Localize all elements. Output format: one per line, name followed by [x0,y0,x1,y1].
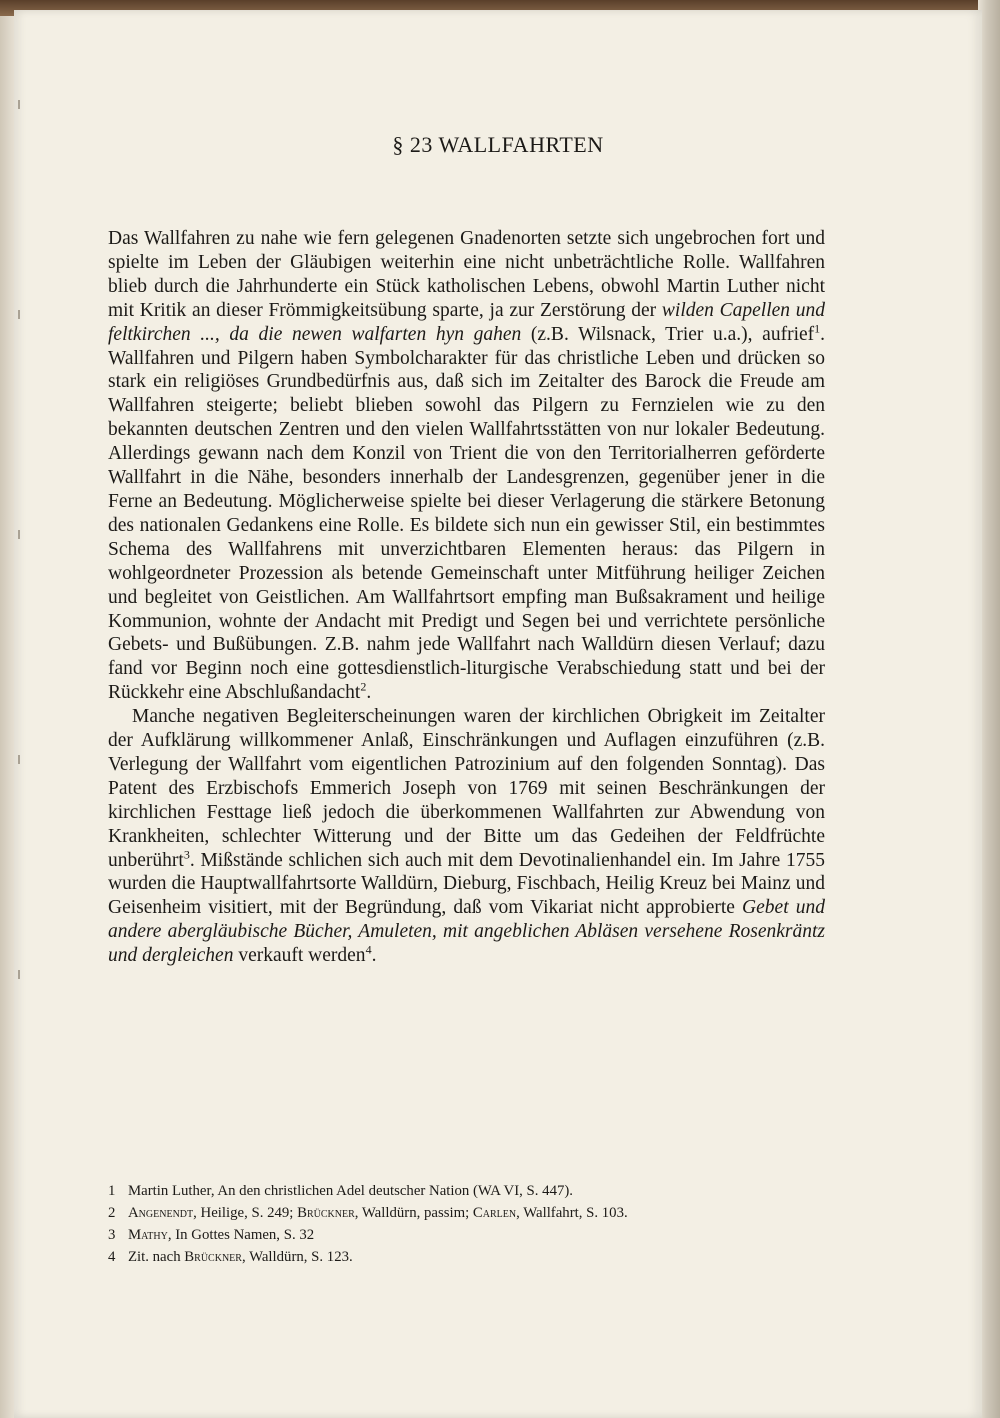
footnote-number: 4 [108,1249,116,1265]
text-run: . Wallfahren und Pilgern haben Symbolcharakter für das christliche Leben und drücken so stark ein religiöses Grundbedürfnis aus, daß sich im Zeitalter des Barock die Freude am Wallfahren steigerte; beliebt blieben sowohl das Pilgern zu Fernzielen wie zu den bekannten deutschen Zentren und den vielen Wallfahrtsstätten von nur lokaler Bedeutung. Allerdings gewann nach dem Konzil von Trient die von den Territorialherren geförderte Wallfahrt in die Nähe, besonders innerhalb der Landesgrenzen, gegenüber jener in die Ferne an Bedeutung. Möglicherweise spielte bei dieser Verlagerung die stärkere Betonung des nationalen Gedankens eine Rolle. Es bildete sich nun ein gewisser Stil, ein bestimmtes Schema des Wallfahrens mit unverzichtbaren Elementen heraus: das Pilgern in wohlgeordneter Prozession als betende Gemeinschaft unter Mitführung heiliger Zeichen und begleitet von Geistlichen. Am Wallfahrtsort empfing man Bußsakrament und heilige Kommunion, wohnte der Andacht mit Predigt und Segen bei und verrichtete persönliche Gebets- und Bußübungen. Z.B. nahm jede Wallfahrt nach Walldürn diesen Verlauf; dazu fand vor Beginn noch eine gottesdienstlich-liturgische Verabschiedung statt und bei der Rückkehr eine Abschlußandacht [108,323,826,704]
text-run: . Mißstände schlichen sich auch mit dem Devotinalienhandel ein. Im Jahre 1755 wurden die Hauptwallfahrtsorte Walldürn, Dieburg, Fischbach, Heilig Kreuz bei Mainz und Geisenheim visitiert, mit der Begründung, daß vom Vikariat nicht approbierte [108,849,825,919]
author-name: Carlen [472,1205,517,1221]
text-run: , Walldürn, passim; [354,1205,473,1221]
author-name: Brückner [297,1205,355,1221]
footnote [108,1180,825,1202]
footnote [108,1246,825,1268]
text-run: . [371,945,377,967]
footnote-ref: 3 [183,847,190,862]
text-run: , In Gottes Namen, S. 32 [167,1227,315,1243]
footnote-text [128,1246,353,1268]
text-run: . [366,682,372,704]
author-name: Angenendt [128,1205,194,1221]
paragraph [108,227,825,705]
italic-quote: Gebet und andere abergläubische Bücher, Amuleten, mit angeblichen Abläsen versehene Rosenkräntz und dergleichen [108,897,825,967]
author-name: Brückner [184,1249,242,1265]
section-title: § 23 WALLFAHRTEN [392,132,604,157]
body-text [108,227,825,968]
italic-quote: wilden Capellen und feltkirchen ..., da die newen walfarten hyn gahen [108,299,825,345]
text-run: Zit. nach [128,1249,185,1265]
author-name: Mathy [128,1227,168,1243]
margin-mark [18,530,20,539]
text-run: verkauft werden [233,945,366,967]
text-run: , Walldürn, S. 123. [241,1249,353,1265]
text-run: Martin Luther, An den christlichen Adel deutscher Nation (WA VI, S. 447). [128,1183,574,1199]
margin-mark [18,755,20,764]
text-run: (z.B. Wilsnack, Trier u.a.), aufrief [521,323,815,345]
text-run: , Wallfahrt, S. 103. [516,1205,628,1221]
margin-mark [18,310,20,319]
footnote-ref: 1 [814,321,821,336]
footnote-ref: 4 [365,942,372,957]
footnote-ref: 2 [360,679,367,694]
footnote [108,1224,825,1246]
margin-mark [18,970,20,979]
footnote-text [128,1180,573,1202]
paragraph [108,705,825,968]
book-page [14,10,982,1418]
margin-mark [18,100,20,109]
footnote-text [128,1202,628,1224]
footnote-text [128,1224,314,1246]
footnote-number: 1 [108,1183,116,1199]
footnote-number: 3 [108,1227,116,1243]
text-run: , Heilige, S. 249; [193,1205,298,1221]
footnote-number: 2 [108,1205,116,1221]
footnotes [108,1180,825,1268]
text-run: Das Wallfahren zu nahe wie fern gelegenen Gnadenorten setzte sich ungebrochen fort und spielte im Leben der Gläubigen weiterhin eine nicht unbeträchtliche Rolle. Wallfahren blieb durch die Jahrhunderte ein Stück katholischen Lebens, obwohl Martin Luther nicht mit Kritik an dieser Frömmigkeitsübung sparte, ja zur Zerstörung der [108,228,825,321]
text-run: Manche negativen Begleiterscheinungen waren der kirchlichen Obrigkeit im Zeitalter der Aufklärung willkommener Anlaß, Einschränkungen und Auflagen einzuführen (z.B. Verlegung der Wallfahrt vom eigentlichen Patrozinium auf den folgenden Sonntag). Das Patent des Erzbischofs Emmerich Joseph von 1769 mit seinen Beschränkungen der kirchlichen Festtage ließ jedoch die überkommenen Wallfahrten zur Abwendung von Krankheiten, schlechter Witterung und der Bitte um das Gedeihen der Feldfrüchte unberührt [108,706,825,871]
footnote [108,1202,825,1224]
